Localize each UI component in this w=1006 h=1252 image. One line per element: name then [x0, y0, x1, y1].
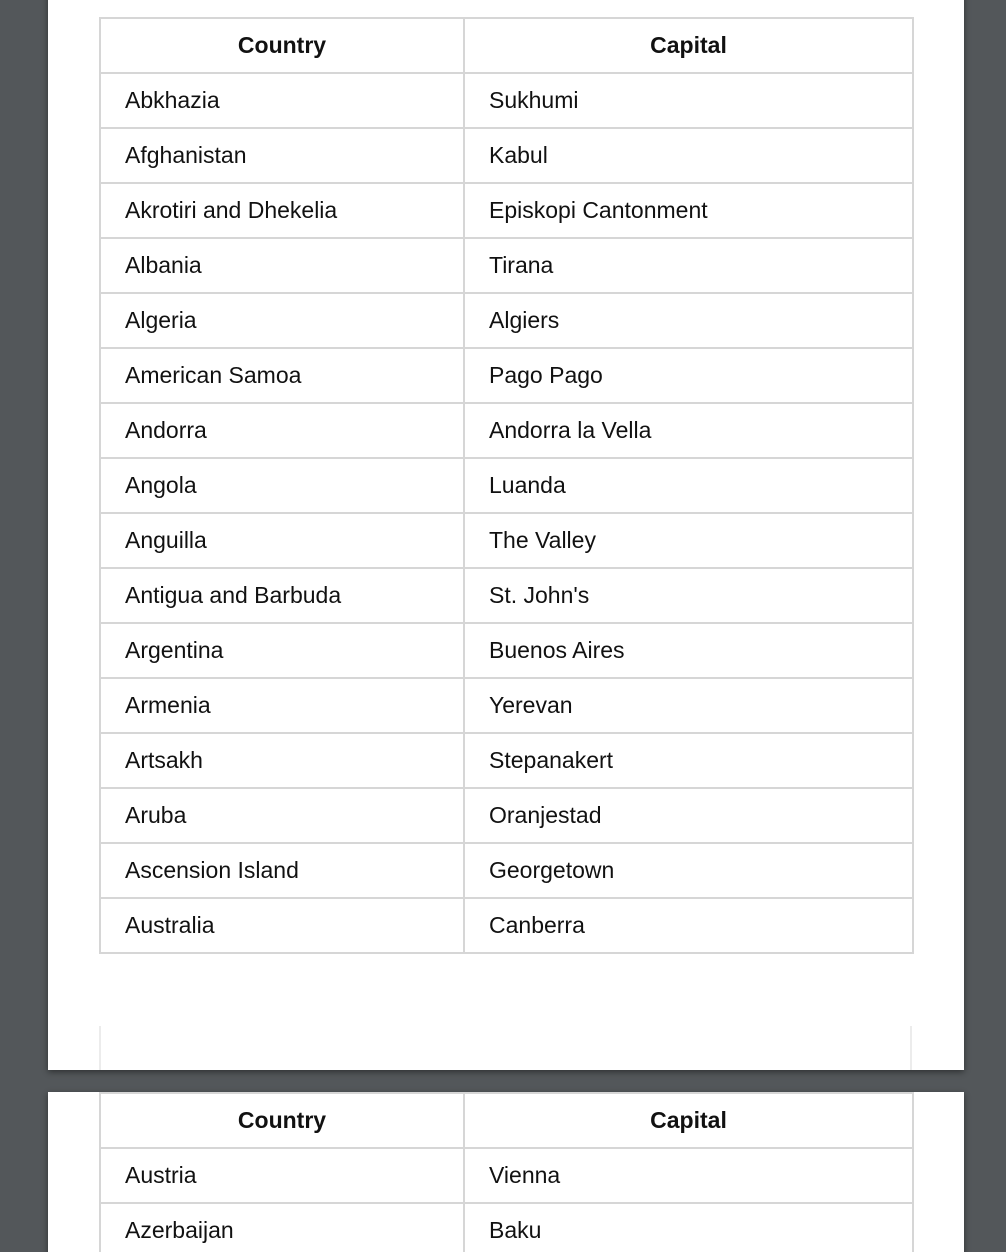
table-row: [100, 898, 913, 953]
table-row: [100, 348, 913, 403]
table-row: [100, 1148, 913, 1203]
country-cell: Algeria: [100, 293, 464, 348]
table-row: [100, 403, 913, 458]
country-cell: Andorra: [100, 403, 464, 458]
table-row: [100, 458, 913, 513]
capital-cell: Pago Pago: [464, 348, 913, 403]
table-row: [100, 733, 913, 788]
capital-cell: Luanda: [464, 458, 913, 513]
capital-cell: Buenos Aires: [464, 623, 913, 678]
capital-cell: Andorra la Vella: [464, 403, 913, 458]
capital-cell: Yerevan: [464, 678, 913, 733]
country-cell: Albania: [100, 238, 464, 293]
capital-cell: Oranjestad: [464, 788, 913, 843]
table-row: [100, 513, 913, 568]
table-row: [100, 788, 913, 843]
country-cell: Aruba: [100, 788, 464, 843]
table-row: [100, 678, 913, 733]
capital-cell: Stepanakert: [464, 733, 913, 788]
country-cell: Australia: [100, 898, 464, 953]
table-body-page-1: [100, 73, 913, 953]
country-cell: Ascension Island: [100, 843, 464, 898]
table-row: [100, 128, 913, 183]
table-row: [100, 843, 913, 898]
country-cell: Akrotiri and Dhekelia: [100, 183, 464, 238]
table-row: [100, 293, 913, 348]
country-cell: Abkhazia: [100, 73, 464, 128]
table-body-page-2: [100, 1148, 913, 1252]
capital-cell: Sukhumi: [464, 73, 913, 128]
table-row: [100, 73, 913, 128]
country-capital-table: [99, 17, 914, 954]
country-cell: Angola: [100, 458, 464, 513]
country-cell: Antigua and Barbuda: [100, 568, 464, 623]
capital-cell: St. John's: [464, 568, 913, 623]
capital-cell: Canberra: [464, 898, 913, 953]
country-capital-table-continued: [99, 1092, 914, 1252]
country-cell: Artsakh: [100, 733, 464, 788]
header-capital: Capital: [464, 18, 913, 73]
table-row: [100, 1203, 913, 1252]
capital-cell: Episkopi Cantonment: [464, 183, 913, 238]
table-row: [100, 568, 913, 623]
country-cell: American Samoa: [100, 348, 464, 403]
capital-cell: Georgetown: [464, 843, 913, 898]
table-row: [100, 623, 913, 678]
table-row: [100, 183, 913, 238]
country-cell: Austria: [100, 1148, 464, 1203]
capital-cell: Tirana: [464, 238, 913, 293]
header-country: Country: [100, 1093, 464, 1148]
capital-cell: Baku: [464, 1203, 913, 1252]
table-continuation: [99, 1026, 912, 1070]
country-cell: Anguilla: [100, 513, 464, 568]
table-row: [100, 238, 913, 293]
table-header-row: [100, 18, 913, 73]
capital-cell: Vienna: [464, 1148, 913, 1203]
capital-cell: Kabul: [464, 128, 913, 183]
document-page-2: [48, 1092, 964, 1252]
country-cell: Azerbaijan: [100, 1203, 464, 1252]
header-capital: Capital: [464, 1093, 913, 1148]
country-cell: Argentina: [100, 623, 464, 678]
country-cell: Armenia: [100, 678, 464, 733]
capital-cell: Algiers: [464, 293, 913, 348]
header-country: Country: [100, 18, 464, 73]
document-page-1: [48, 0, 964, 1070]
country-cell: Afghanistan: [100, 128, 464, 183]
capital-cell: The Valley: [464, 513, 913, 568]
table-header-row: [100, 1093, 913, 1148]
